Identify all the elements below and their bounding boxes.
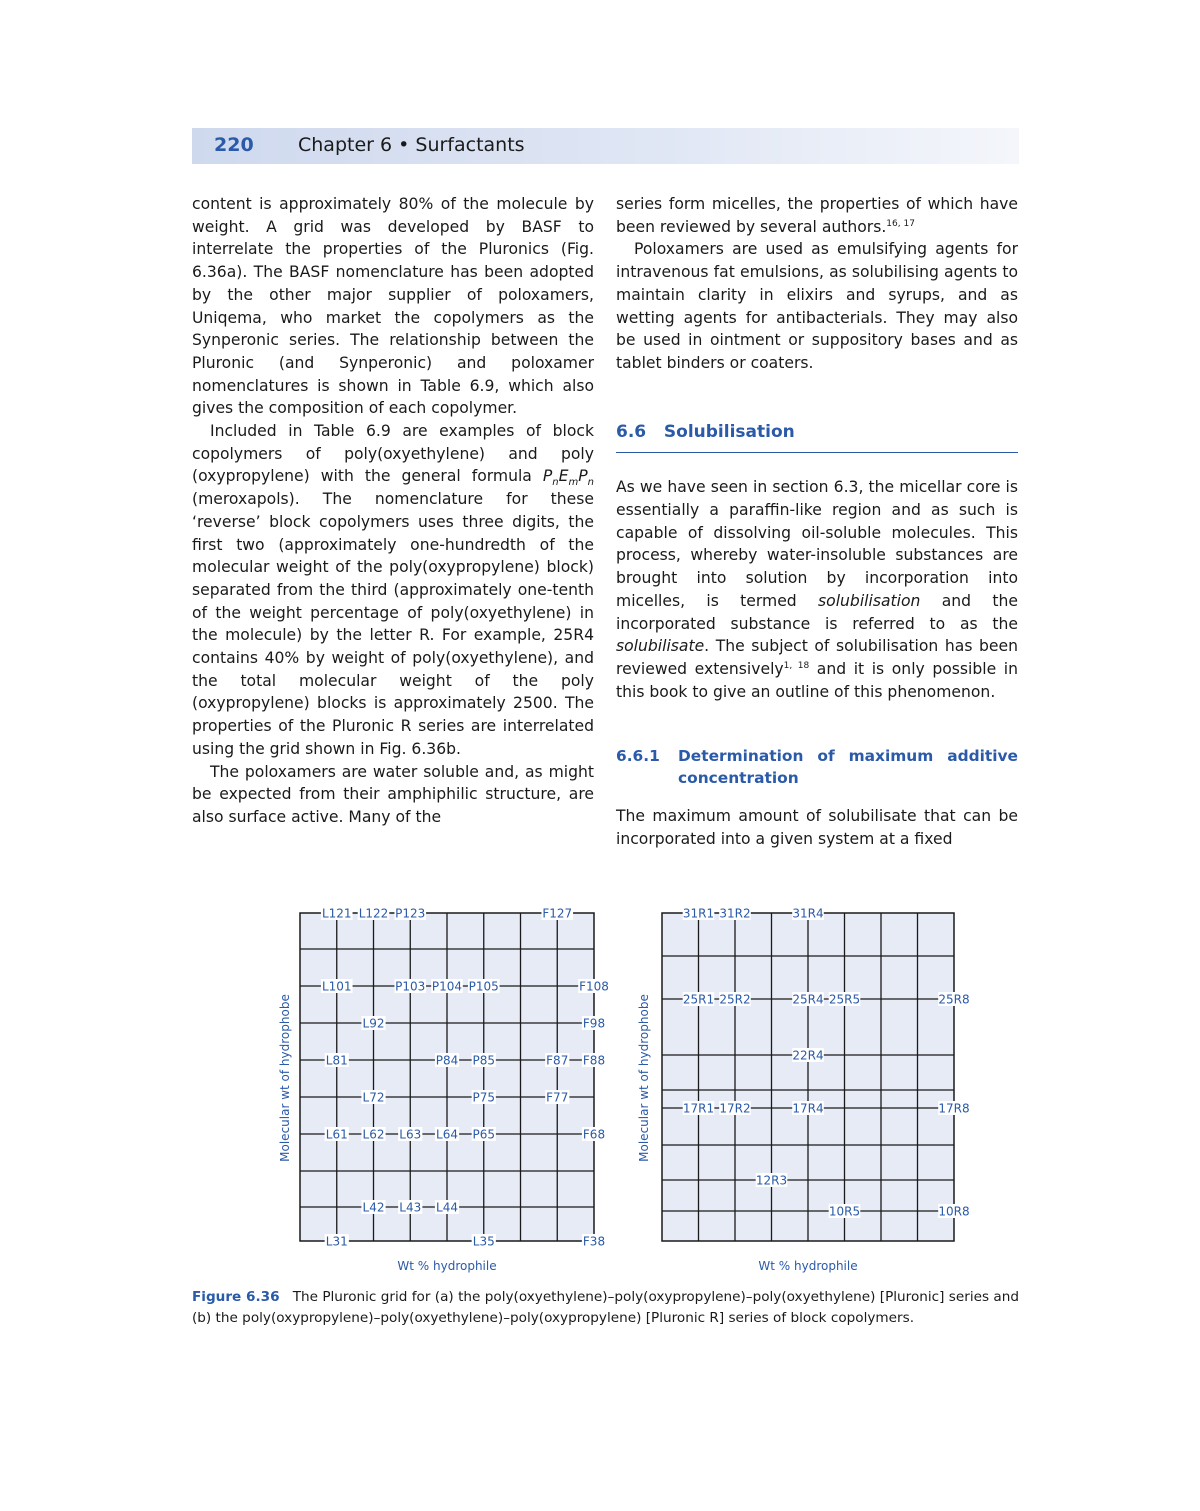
grid-a-copolymer-label: L101 — [321, 979, 352, 994]
grid-a-copolymer-label: L64 — [436, 1127, 458, 1142]
grid-a-copolymer-label: F77 — [546, 1090, 569, 1105]
grid-a-copolymer-label: L121 — [321, 906, 352, 921]
grid-b-copolymer-label: 25R2 — [719, 992, 751, 1007]
grid-a-copolymer-label: P75 — [472, 1090, 496, 1105]
grid-a-copolymer-label: L31 — [325, 1234, 348, 1249]
reference: 16, 17 — [886, 218, 915, 229]
grid-b-copolymer-label: 12R3 — [755, 1173, 788, 1188]
section-heading: 6.6 Solubilisation — [616, 421, 795, 442]
grid-a-copolymer-label: P65 — [472, 1127, 496, 1142]
grid-b-copolymer-label: 31R4 — [792, 906, 824, 921]
grid-b-copolymer-label: 25R4 — [792, 992, 824, 1007]
grid-a-copolymer-label: P84 — [435, 1053, 459, 1068]
grid-b-copolymer-label: 25R5 — [828, 992, 861, 1007]
grid-a-copolymer-label: P105 — [468, 979, 499, 994]
grid-a-copolymer-label: L122 — [358, 906, 389, 921]
grid-b-copolymer-label: 22R4 — [792, 1048, 824, 1063]
grid-b-copolymer-label: 31R1 — [682, 906, 715, 921]
chapter-title: Chapter 6 • Surfactants — [298, 134, 525, 156]
grid-b-copolymer-label: 17R1 — [682, 1101, 715, 1116]
grid-a-copolymer-label: F108 — [579, 979, 609, 994]
reference: 1, 18 — [783, 660, 810, 671]
grid-b-copolymer-label: 31R2 — [719, 906, 751, 921]
paragraph: Included in Table 6.9 are examples of block copolymers of poly(oxyethylene) and poly (oxypropylene) with the general formula $P_nE_mP_n$ (meroxapols). The nomenclature for these ‘reverse’ block copolymers uses three digits, the first two (approximately one-hundredth of the molecular weight of the poly(oxypropylene) block) separated from the third (approximately one-tenth of the weight percentage of poly(oxyethylene) in the molecule) by the letter R. For example, 25R4 contains 40% by weight of poly(oxyethylene), and the total molecular weight of the poly (oxypropylene) blocks is approximately 2500. The properties of the Pluronic R series are interrelated using the grid shown in Fig. 6.36b. — [192, 422, 594, 758]
grid-a-copolymer-label: P103 — [395, 979, 426, 994]
paragraph: series form micelles, the properties of which have been reviewed by several authors.$^{16, 17}$ — [616, 195, 1018, 236]
grid-a-copolymer-label: L81 — [325, 1053, 348, 1068]
grid-a-copolymer-label: L92 — [362, 1016, 385, 1031]
paragraph: Poloxamers are used as emulsifying agents for intravenous fat emulsions, as solubilising agents to maintain clarity in elixirs and syrups, and as wetting agents for antibacterials. They may also be used in ointment or suppository bases and as tablet binders or coaters. — [616, 240, 1018, 372]
grid-b-copolymer-label: 17R8 — [938, 1101, 970, 1116]
grid-a-copolymer-label: P123 — [395, 906, 426, 921]
grid-a-copolymer-label: F87 — [546, 1053, 569, 1068]
grid-a-copolymer-label: L62 — [362, 1127, 385, 1142]
grid-b-copolymer-label: 17R4 — [792, 1101, 824, 1116]
formula: $P_nE_mP_n$ — [542, 467, 594, 489]
subsection-heading: 6.6.1 Determination of maximum additive concentration — [616, 747, 1018, 788]
caption-label: Figure 6.36 — [192, 1289, 280, 1305]
figure-caption: Figure 6.36 The Pluronic grid for (a) the poly(oxyethylene)–poly(oxypropylene)–poly(oxyethylene) [Pluronic] series and (b) the poly(oxypropylene)–poly(oxyethylene)–poly(oxypropylene) [Pluronic R] series of block copolymers. — [192, 1289, 1019, 1326]
grid-a-ylabel: Molecular wt of hydrophobe — [278, 994, 292, 1162]
grid-a — [300, 906, 610, 1249]
grid-a-copolymer-label: P85 — [472, 1053, 496, 1068]
grid-b-copolymer-label: 17R2 — [719, 1101, 751, 1116]
grid-a-copolymer-label: L44 — [436, 1200, 458, 1215]
grid-a-xlabel: Wt % hydrophile — [397, 1259, 497, 1273]
grid-b-ylabel: Molecular wt of hydrophobe — [637, 994, 651, 1162]
grid-a-copolymer-label: L42 — [362, 1200, 385, 1215]
paragraph: As we have seen in section 6.3, the micellar core is essentially a paraffin-like region and as such is capable of dissolving oil-soluble molecules. This process, whereby water-insoluble substances are brought into solution by incorporation into micelles, is termed solubilisation and the incorporated substance is referred to as the solubilisate. The subject of solubilisation has been reviewed extensively$^{1, 18}$ and it is only possible in this book to give an outline of this phenomenon. — [616, 478, 1018, 701]
grid-a-copolymer-label: F68 — [582, 1127, 606, 1142]
grid-a-copolymer-label: F38 — [582, 1234, 606, 1249]
grid-a-copolymer-label: L43 — [399, 1200, 422, 1215]
paragraph: content is approximately 80% of the molecule by weight. A grid was developed by BASF to interrelate the properties of the Pluronics (Fig. 6.36a). The BASF nomenclature has been adopted by the other major supplier of poloxamers, Uniqema, who market the copolymers as the Synperonic series. The relationship between the Pluronic (and Synperonic) and poloxamer nomenclatures is shown in Table 6.9, which also gives the composition of each copolymer. — [192, 195, 594, 418]
grid-b-copolymer-label: 25R1 — [682, 992, 715, 1007]
grid-b-xlabel: Wt % hydrophile — [758, 1259, 858, 1273]
paragraph: The poloxamers are water soluble and, as might be expected from their amphiphilic structure, are also surface active. Many of the — [192, 762, 594, 826]
grid-b-copolymer-label: 10R5 — [828, 1204, 861, 1219]
paragraph: The maximum amount of solubilisate that can be incorporated into a given system at a fixed — [616, 807, 1018, 849]
grid-a-copolymer-label: L35 — [472, 1234, 495, 1249]
grid-a-copolymer-label: P104 — [431, 979, 463, 994]
grid-a-copolymer-label: F98 — [582, 1016, 606, 1031]
page-number: 220 — [214, 134, 254, 156]
grid-b-copolymer-label: 25R8 — [938, 992, 970, 1007]
grid-a-copolymer-label: L63 — [399, 1127, 422, 1142]
grid-a-copolymer-label: F88 — [582, 1053, 606, 1068]
grid-b — [662, 906, 970, 1241]
grid-a-copolymer-label: F127 — [542, 906, 573, 921]
grid-a-copolymer-label: L61 — [325, 1127, 348, 1142]
grid-b-copolymer-label: 10R8 — [938, 1204, 970, 1219]
grid-a-copolymer-label: L72 — [362, 1090, 385, 1105]
